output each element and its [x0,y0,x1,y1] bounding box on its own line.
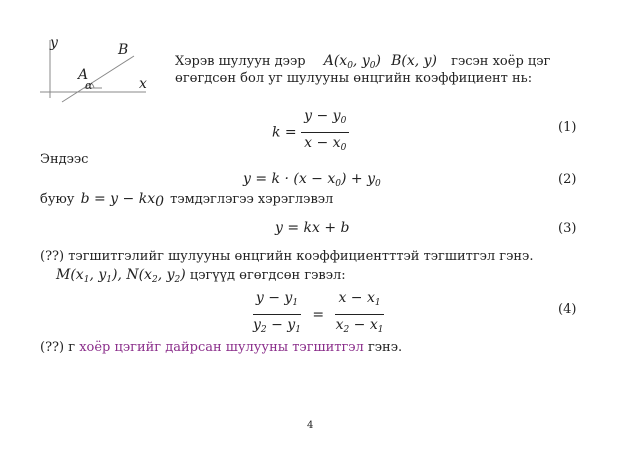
point-a-label: A [78,67,89,83]
point-b: B(x, y) [391,53,437,69]
point-b-label: B [118,42,129,58]
equation-4: $\frac{y - y_1}{y_2 - y_1}$ = $\frac{x - x_1}{x_2 - x_1}$ [253,290,384,335]
equation-reference: (??) [40,340,65,355]
point-a: $A(x_0$, $y_0$) [323,53,381,71]
intro-line-1: Хэрэв шулуун дээр $A(x_0$, $y_0$) B(x, y) гэсэн хоёр цэг [175,53,551,71]
line-ab [62,56,134,102]
equation-reference: (??) [40,249,65,264]
equation-3: y = kx + b [275,220,350,236]
equation-4-number: (4) [558,302,577,317]
final-line: (??) г хоёр цэгийг дайрсан шулууны тэгшитгэл гэнэ. [40,340,403,355]
equation-1: k = $\frac{y - y_0}{x - x_0}$ [272,108,349,157]
x-axis-label: x [139,76,147,92]
angle-label: α [85,79,93,92]
para3-line-1: (??) тэгшитгэлийг шулууны өнцгийн коэффициентттэй тэгшитгэл гэнэ. [40,249,534,264]
para3-line-2: $M(x_1$, $y_1$), $N(x_2$, $y_2$) цэгүүд өгөгдсөн гэвэл: [56,267,346,285]
endees-text: Эндээс [40,152,89,167]
y-axis-label: y [50,35,58,51]
intro-line-2: өгөгдсөн бол уг шулууны өнцгийн коэффициент нь: [175,71,533,86]
equation-3-number: (3) [558,221,577,236]
equation-2-number: (2) [558,172,577,187]
page-number: 4 [307,420,314,431]
equation-1-number: (1) [558,120,577,135]
points-mn: $M(x_1$, $y_1$), $N(x_2$, $y_2$) [56,267,186,285]
equation-2: $y = k \cdot (x - x_0) + y_0$ [243,171,381,189]
buyu-line: буюу $b = y - kx_0$ тэмдэглэгээ хэрэглэвэл [40,191,334,210]
highlighted-term: хоёр цэгийг дайрсан шулууны тэгшитгэл [79,340,364,355]
